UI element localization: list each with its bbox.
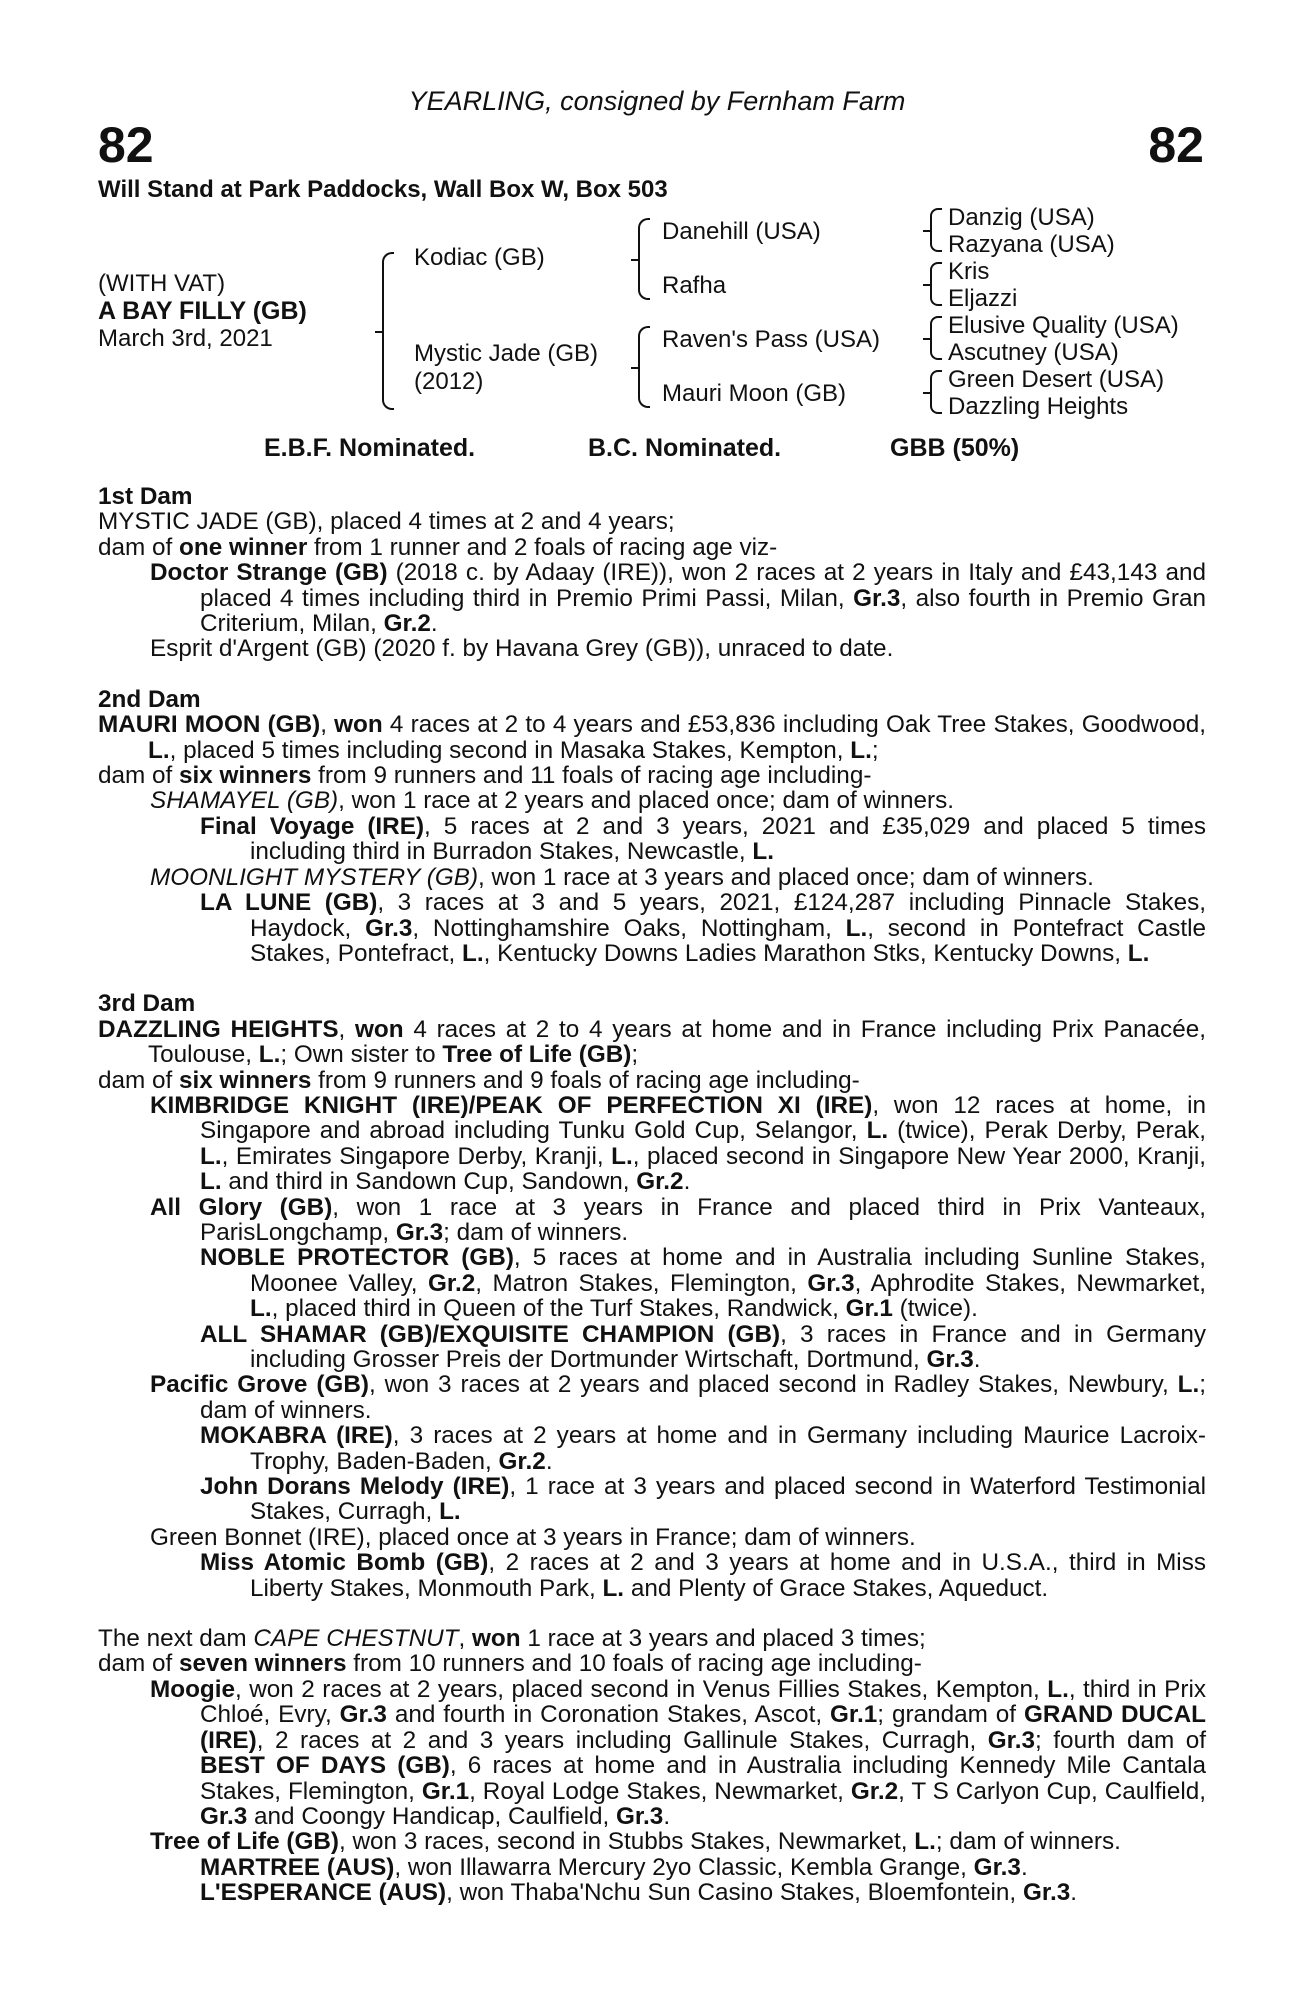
gg-1: Danzig (USA) — [948, 204, 1095, 231]
produce-moogie: Moogie, won 2 races at 2 years, placed second in Venus Fillies Stakes, Kempton, L., third in Prix Chloé, Evry, Gr.3 and fourth in Coronation Stakes, Ascot, Gr.1; grandam of GRAND DUCAL (IRE), 2 races at 2 and 3 years including Gallinule Stakes, Curragh, Gr.3; fourth dam of BEST OF DAYS (GB), 6 races at home and in Australia including Kennedy Mile Cantala Stakes, Flemington, Gr.1, Royal Lodge Stakes, Newmarket, Gr.2, T S Carlyon Cup, Caulfield, Gr.3 and Coongy Handicap, Caulfield, Gr.3. — [150, 1675, 1206, 1830]
gg-5: Elusive Quality (USA) — [948, 312, 1179, 339]
first-dam-produce: dam of one winner from 1 runner and 2 foals of racing age viz- — [98, 533, 778, 561]
gg-2: Razyana (USA) — [948, 231, 1115, 258]
consignor-title: YEARLING, consigned by Fernham Farm — [408, 86, 906, 116]
dam: Mystic Jade (GB) — [414, 340, 599, 367]
vat-note: (WITH VAT) — [98, 270, 226, 297]
brace-sire — [638, 218, 650, 300]
produce-la-lune: LA LUNE (GB), 3 races at 3 and 5 years, 2021, £124,287 including Pinnacle Stakes, Haydock, Gr.3, Nottinghamshire Oaks, Nottingham, L., second in Pontefract Castle Stakes, Pontefract, L., Kentucky Downs Ladies Marathon Stks, Kentucky Downs, L. — [200, 889, 1207, 967]
produce-john-dorans-melody: John Dorans Melody (IRE), 1 race at 3 years and placed second in Waterford Testimonial Stakes, Curragh, L. — [200, 1473, 1206, 1526]
sire-dam: Rafha — [662, 272, 727, 299]
bc-nominated: B.C. Nominated. — [588, 434, 782, 462]
brace-g4 — [930, 370, 942, 414]
produce-martree: MARTREE (AUS), won Illawarra Mercury 2yo Classic, Kembla Grange, Gr.3. — [200, 1853, 1028, 1881]
sire: Kodiac (GB) — [414, 244, 545, 271]
gg-8: Dazzling Heights — [948, 393, 1129, 420]
third-dam-line: DAZZLING HEIGHTS, won 4 races at 2 to 4 years at home and in France including Prix Panacée, Toulouse, L.; Own sister to Tree of Life (GB); — [98, 1015, 1206, 1069]
produce-tree-of-life: Tree of Life (GB), won 3 races, second in Stubbs Stakes, Newmarket, L.; dam of winners. — [150, 1828, 1121, 1856]
gg-6: Ascutney (USA) — [948, 339, 1119, 366]
first-dam-heading: 1st Dam — [98, 483, 193, 510]
brace-g3 — [930, 316, 942, 360]
foaled-date: March 3rd, 2021 — [98, 325, 273, 352]
produce-miss-atomic-bomb: Miss Atomic Bomb (GB), 2 races at 2 and 3 years at home and in U.S.A., third in Miss Liberty Stakes, Monmouth Park, L. and Plenty of Grace Stakes, Aqueduct. — [200, 1549, 1207, 1602]
produce-kimbridge-knight: KIMBRIDGE KNIGHT (IRE)/PEAK OF PERFECTION XI (IRE), won 12 races at home, in Singapore and abroad including Tunku Gold Cup, Selangor, L. (twice), Perak Derby, Perak, L., Emirates Singapore Derby, Kranji, L., placed second in Singapore New Year 2000, Kranji, L. and third in Sandown Cup, Sandown, Gr.2. — [150, 1091, 1207, 1196]
brace-g1 — [930, 208, 942, 252]
produce-all-shamar: ALL SHAMAR (GB)/EXQUISITE CHAMPION (GB), 3 races in France and in Germany including Grosser Preis der Dortmunder Wirtschaft, Dortmund, Gr.3. — [200, 1320, 1207, 1373]
dam-dam: Mauri Moon (GB) — [662, 380, 847, 407]
second-dam-produce: dam of six winners from 9 runners and 11 foals of racing age including- — [98, 762, 872, 790]
produce-doctor-strange: Doctor Strange (GB) (2018 c. by Adaay (IRE)), won 2 races at 2 years in Italy and £43,143 and placed 4 times including third in Premio Primi Passi, Milan, Gr.3, also fourth in Premio Gran Criterium, Milan, Gr.2. — [150, 559, 1207, 638]
produce-pacific-grove: Pacific Grove (GB), won 3 races at 2 years and placed second in Radley Stakes, Newbury, L.; dam of winners. — [150, 1371, 1206, 1424]
gg-3: Kris — [948, 258, 990, 285]
brace-horse — [382, 252, 394, 410]
sire-sire: Danehill (USA) — [662, 218, 821, 245]
produce-green-bonnet: Green Bonnet (IRE), placed once at 3 years in France; dam of winners. — [150, 1523, 916, 1551]
second-dam-line: MAURI MOON (GB), won 4 races at 2 to 4 years and £53,836 including Oak Tree Stakes, Goodwood, L., placed 5 times including second in Masaka Stakes, Kempton, L.; — [98, 711, 1206, 764]
horse-name: A BAY FILLY (GB) — [98, 297, 307, 325]
produce-noble-protector: NOBLE PROTECTOR (GB), 5 races at home and in Australia including Sunline Stakes, Moonee Valley, Gr.2, Matron Stakes, Flemington, Gr.3, Aphrodite Stakes, Newmarket, L., placed third in Queen of the Turf Stakes, Randwick, Gr.1 (twice). — [200, 1244, 1207, 1323]
gg-4: Eljazzi — [948, 285, 1018, 312]
brace-dam — [638, 326, 650, 408]
produce-esprit: Esprit d'Argent (GB) (2020 f. by Havana Grey (GB)), unraced to date. — [150, 635, 894, 663]
lot-number-left: 82 — [98, 117, 154, 173]
produce-final-voyage: Final Voyage (IRE), 5 races at 2 and 3 years, 2021 and £35,029 and placed 5 times including third in Burradon Stakes, Newcastle, L. — [200, 812, 1206, 866]
dam-year: (2012) — [414, 368, 484, 395]
lot-number-right: 82 — [1148, 117, 1204, 173]
third-dam-heading: 3rd Dam — [98, 990, 196, 1018]
ebf-nominated: E.B.F. Nominated. — [264, 434, 476, 462]
gg-7: Green Desert (USA) — [948, 366, 1165, 393]
produce-lesperance: L'ESPERANCE (AUS), won Thaba'Nchu Sun Casino Stakes, Bloemfontein, Gr.3. — [200, 1879, 1077, 1907]
produce-shamayel: SHAMAYEL (GB), won 1 race at 2 years and placed once; dam of winners. — [150, 787, 954, 815]
second-dam-heading: 2nd Dam — [98, 685, 201, 713]
dam-sire: Raven's Pass (USA) — [662, 326, 880, 353]
gbb-note: GBB (50%) — [890, 434, 1020, 462]
produce-all-glory: All Glory (GB), won 1 race at 3 years in France and placed third in Prix Vanteaux, ParisLongchamp, Gr.3; dam of winners. — [150, 1193, 1206, 1246]
first-dam-line: MYSTIC JADE (GB), placed 4 times at 2 and 4 years; — [98, 508, 675, 536]
stand-location: Will Stand at Park Paddocks, Wall Box W, Box 503 — [98, 176, 668, 203]
produce-mokabra: MOKABRA (IRE), 3 races at 2 years at home and in Germany including Maurice Lacroix-Trophy, Baden-Baden, Gr.2. — [200, 1422, 1206, 1475]
catalogue-body — [98, 484, 1206, 1906]
next-dam-produce: dam of seven winners from 10 runners and 10 foals of racing age including- — [98, 1650, 922, 1678]
produce-moonlight-mystery: MOONLIGHT MYSTERY (GB), won 1 race at 3 years and placed once; dam of winners. — [150, 863, 1094, 891]
third-dam-produce: dam of six winners from 9 runners and 9 foals of racing age including- — [98, 1066, 860, 1094]
brace-g2 — [930, 262, 942, 306]
next-dam-line: The next dam CAPE CHESTNUT, won 1 race at 3 years and placed 3 times; — [98, 1625, 926, 1653]
